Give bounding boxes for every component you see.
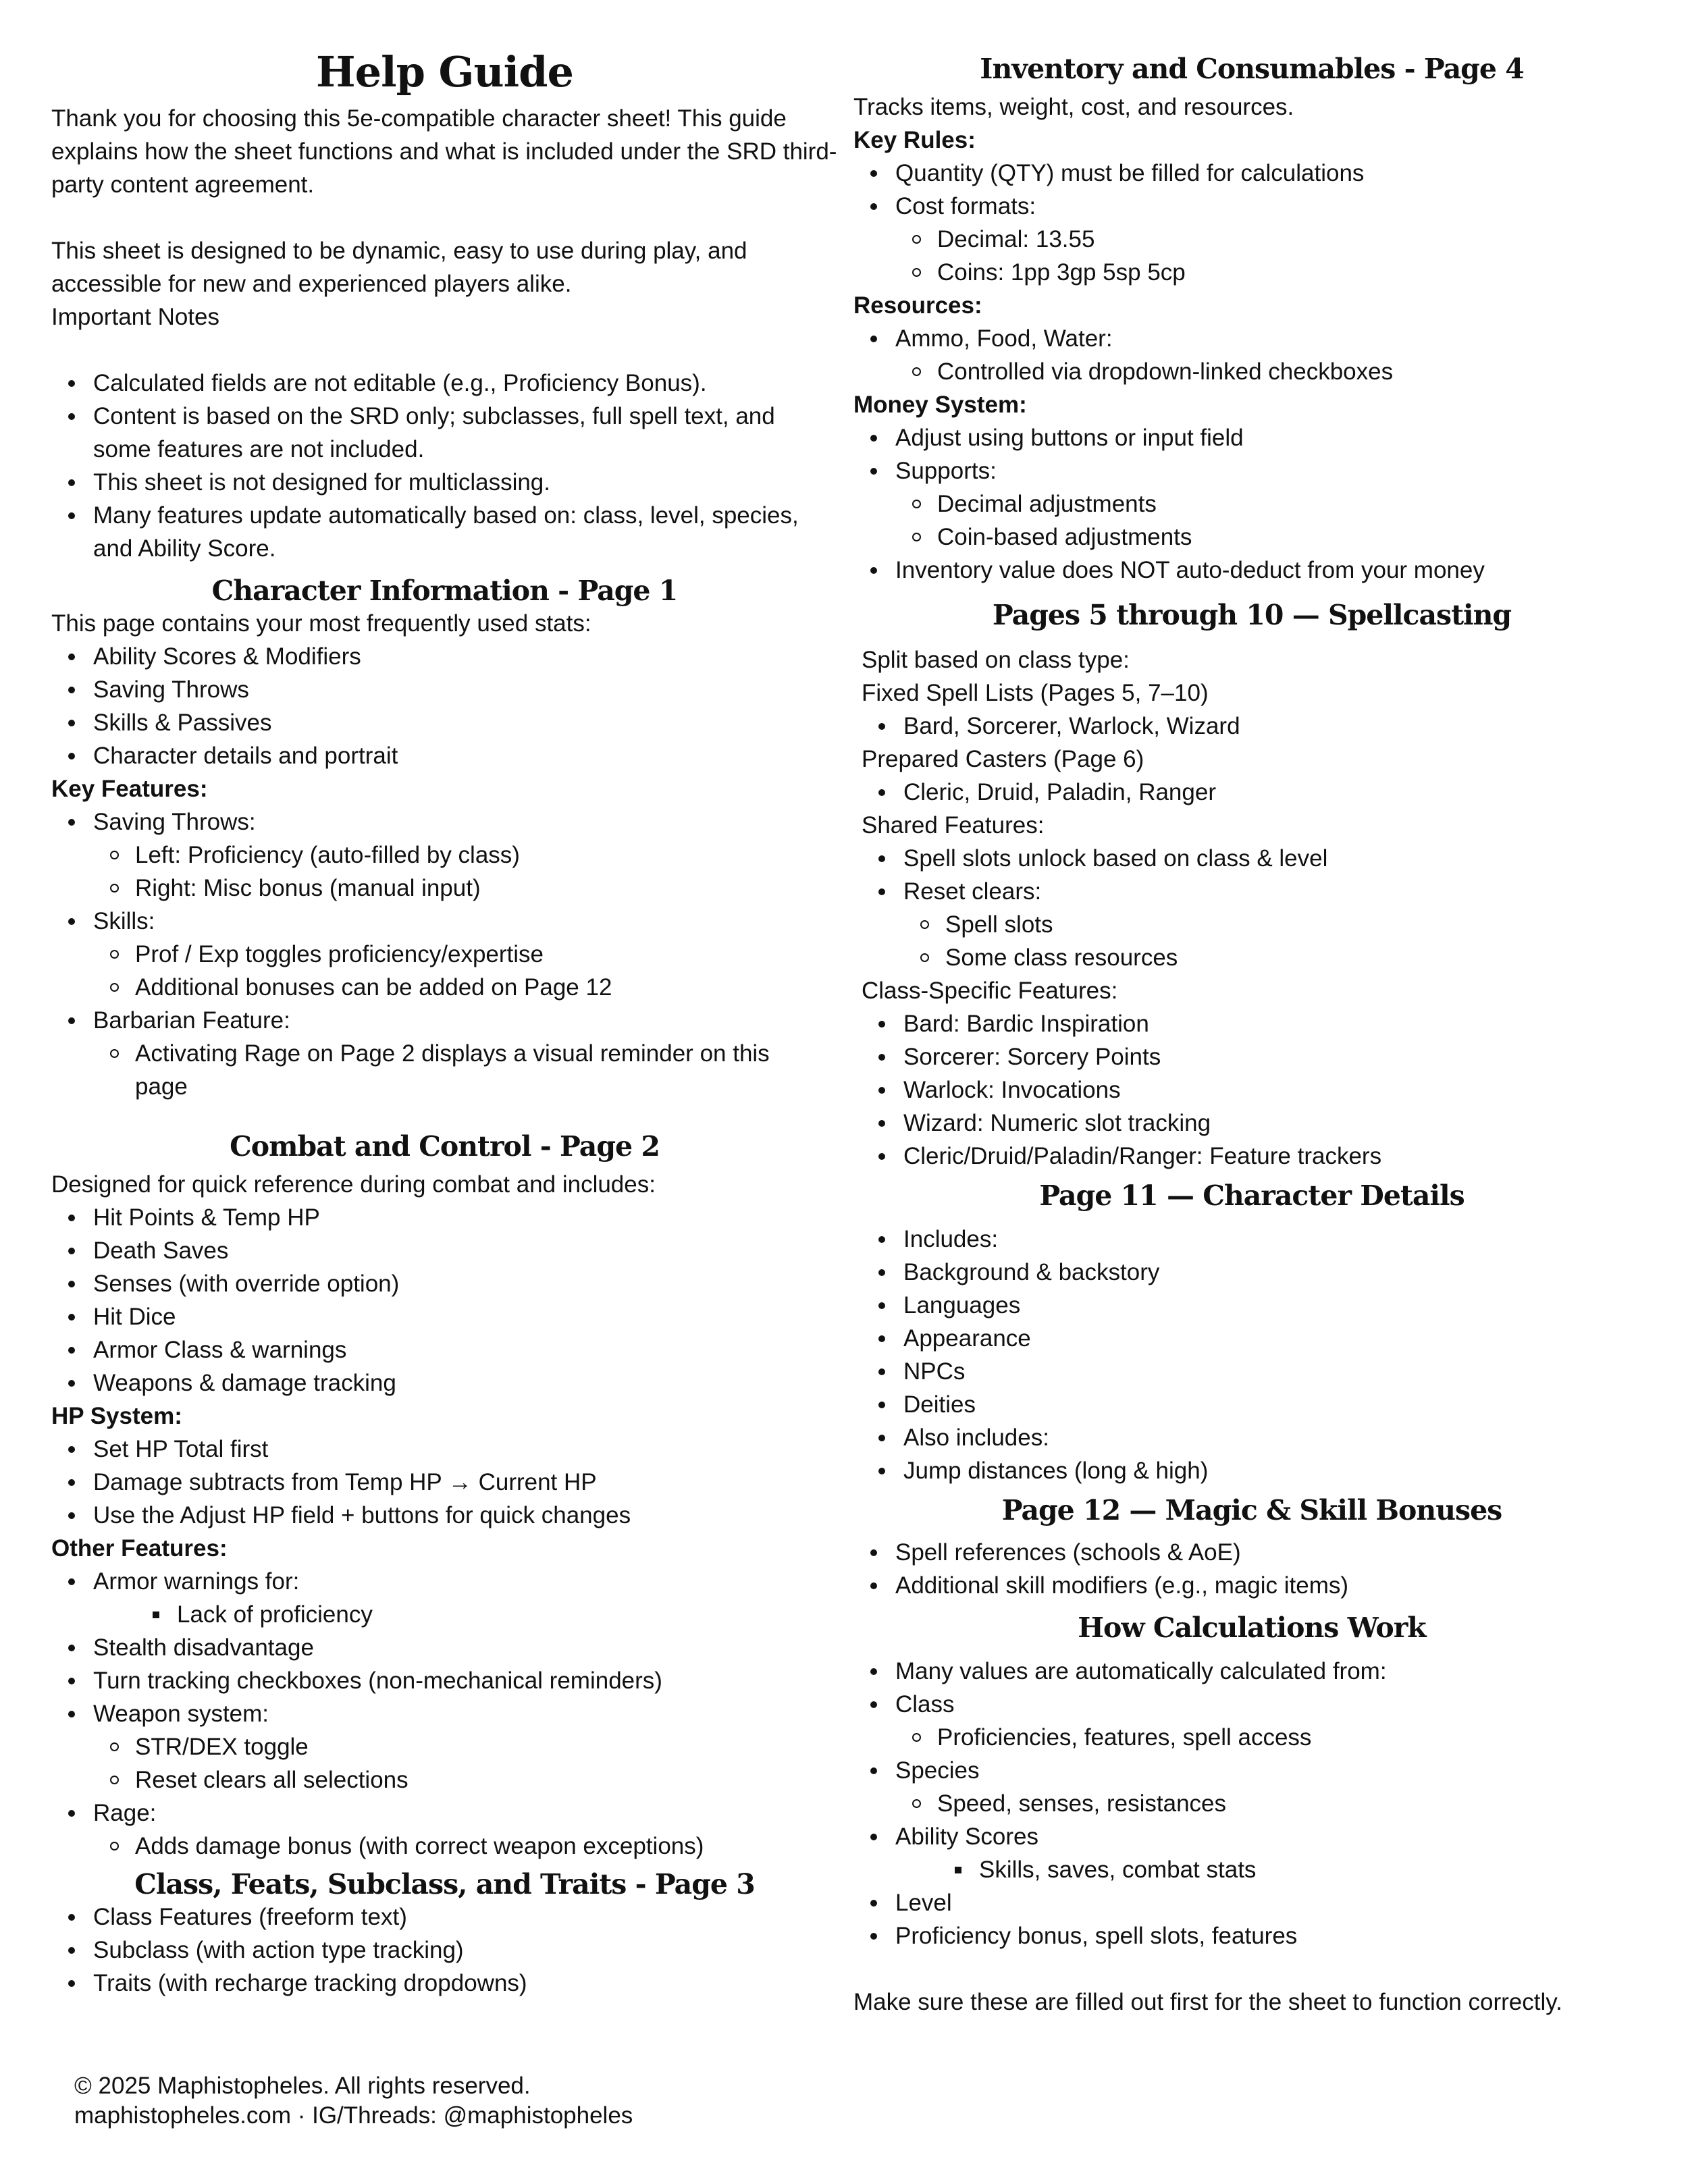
money-system-label: Money System:: [853, 392, 1027, 418]
section-title-page-3: Class, Feats, Subclass, and Traits - Page 3: [134, 1868, 755, 1900]
fixed-spell-list: [862, 710, 1650, 743]
list-item: Weapons & damage tracking: [51, 1366, 838, 1400]
section-title-page-1: Character Information - Page 1: [211, 575, 678, 607]
list-item: Ability Scores: [853, 1820, 1650, 1853]
page-title: Help Guide: [316, 47, 573, 97]
list-item: Warlock: Invocations: [862, 1073, 1650, 1107]
list-item: Appearance: [862, 1322, 1650, 1355]
list-item: Rage:: [51, 1796, 838, 1830]
page2-list: [51, 1201, 838, 1400]
list-item: Coin-based adjustments: [853, 521, 1650, 554]
list-item: Background & backstory: [862, 1256, 1650, 1289]
list-item: Proficiency bonus, spell slots, features: [853, 1919, 1650, 1952]
list-item: Left: Proficiency (auto-filled by class): [51, 838, 838, 872]
list-item: Additional skill modifiers (e.g., magic items): [853, 1569, 1650, 1602]
intro-paragraph: Thank you for choosing this 5e-compatible character sheet! This guide explains how the sheet functions and what is included under the SRD third-party content agreement.: [51, 105, 837, 198]
list-item: Some class resources: [862, 941, 1650, 974]
list-item: Activating Rage on Page 2 displays a visual reminder on this page: [51, 1037, 838, 1103]
shared-features-list: [862, 842, 1650, 974]
list-item: Supports:: [853, 454, 1650, 487]
list-item: Cleric/Druid/Paladin/Ranger: Feature trackers: [862, 1140, 1650, 1173]
section-intro: Tracks items, weight, cost, and resources.: [853, 94, 1294, 120]
list-item: Traits (with recharge tracking dropdowns): [51, 1967, 838, 2000]
important-notes-list: [51, 367, 838, 565]
other-features-list: [51, 1565, 838, 1863]
page3-list: [51, 1900, 838, 2000]
spell-split: Split based on class type:: [862, 647, 1130, 673]
list-item: Deities: [862, 1388, 1650, 1421]
list-item: Level: [853, 1886, 1650, 1919]
list-item: Skills:: [51, 905, 838, 938]
calculations-list: [853, 1655, 1650, 1952]
list-item: Controlled via dropdown-linked checkboxes: [853, 355, 1650, 388]
list-item: Character details and portrait: [51, 739, 838, 772]
list-item: Skills, saves, combat stats: [853, 1853, 1650, 1886]
list-item: Saving Throws: [51, 673, 838, 706]
list-item: Death Saves: [51, 1234, 838, 1267]
list-item: Proficiencies, features, spell access: [853, 1721, 1650, 1754]
list-item: Includes:: [862, 1223, 1650, 1256]
list-item: Also includes:: [862, 1421, 1650, 1454]
list-item: Quantity (QTY) must be filled for calculations: [853, 157, 1650, 190]
class-specific-list: [862, 1007, 1650, 1173]
footer: [74, 2071, 633, 2131]
key-rules-list: [853, 157, 1650, 289]
list-item: Prof / Exp toggles proficiency/expertise: [51, 938, 838, 971]
list-item: Skills & Passives: [51, 706, 838, 739]
intro-paragraph-2: This sheet is designed to be dynamic, easy to use during play, and accessible for new and experienced players alike.: [51, 238, 747, 297]
other-features-label: Other Features:: [51, 1535, 228, 1562]
page1-list: [51, 640, 838, 772]
list-item: Many features update automatically based on: class, level, species, and Ability Score.: [51, 499, 838, 565]
hp-system-list: [51, 1433, 838, 1532]
list-item: Additional bonuses can be added on Page 12: [51, 971, 838, 1004]
hp-system-label: HP System:: [51, 1403, 182, 1429]
key-features-list: [51, 805, 838, 1103]
money-system-list: [853, 421, 1650, 587]
section-intro: Designed for quick reference during combat and includes:: [51, 1171, 656, 1198]
list-item: Armor warnings for:: [51, 1565, 838, 1598]
key-rules-label: Key Rules:: [853, 127, 976, 153]
list-item: Damage subtracts from Temp HP → Current HP: [51, 1466, 838, 1499]
shared-features-label: Shared Features:: [862, 812, 1045, 838]
list-item: Languages: [862, 1289, 1650, 1322]
prepared-casters-list: [862, 776, 1650, 809]
important-notes-heading: Important Notes: [51, 304, 219, 330]
page12-list: [853, 1536, 1650, 1602]
list-item: Bard: Bardic Inspiration: [862, 1007, 1650, 1040]
list-item: Species: [853, 1754, 1650, 1787]
list-item: Subclass (with action type tracking): [51, 1934, 838, 1967]
list-item: Senses (with override option): [51, 1267, 838, 1300]
copyright-text: © 2025 Maphistopheles. All rights reserved.: [74, 2073, 531, 2099]
list-item: Bard, Sorcerer, Warlock, Wizard: [862, 710, 1650, 743]
list-item: NPCs: [862, 1355, 1650, 1388]
list-item: Saving Throws:: [51, 805, 838, 838]
list-item: Many values are automatically calculated from:: [853, 1655, 1650, 1688]
list-item: Ammo, Food, Water:: [853, 322, 1650, 355]
list-item: Use the Adjust HP field + buttons for quick changes: [51, 1499, 838, 1532]
resources-label: Resources:: [853, 292, 982, 319]
list-item: Spell references (schools & AoE): [853, 1536, 1650, 1569]
list-item: Spell slots: [862, 908, 1650, 941]
list-item: Coins: 1pp 3gp 5sp 5cp: [853, 256, 1650, 289]
section-title-page-12: Page 12 — Magic & Skill Bonuses: [1001, 1494, 1502, 1526]
list-item: This sheet is not designed for multiclassing.: [51, 466, 838, 499]
list-item: Reset clears:: [862, 875, 1650, 908]
list-item: Adjust using buttons or input field: [853, 421, 1650, 454]
list-item: STR/DEX toggle: [51, 1730, 838, 1763]
list-item: Turn tracking checkboxes (non-mechanical reminders): [51, 1664, 838, 1697]
list-item: Armor Class & warnings: [51, 1333, 838, 1366]
section-title-page-4: Inventory and Consumables - Page 4: [980, 53, 1524, 85]
list-item: Class Features (freeform text): [51, 1900, 838, 1934]
list-item: Weapon system:: [51, 1697, 838, 1730]
list-item: Set HP Total first: [51, 1433, 838, 1466]
list-item: Reset clears all selections: [51, 1763, 838, 1796]
footer-links: maphistopheles.com · IG/Threads: @maphistopheles: [74, 2102, 633, 2129]
left-column: [51, 41, 838, 2000]
list-item: Hit Dice: [51, 1300, 838, 1333]
list-item: Ability Scores & Modifiers: [51, 640, 838, 673]
list-item: Stealth disadvantage: [51, 1631, 838, 1664]
right-column: [853, 41, 1650, 2019]
list-item: Cost formats:: [853, 190, 1650, 223]
calculations-note: Make sure these are filled out first for the sheet to function correctly.: [853, 1989, 1562, 2015]
class-specific-label: Class-Specific Features:: [862, 978, 1118, 1004]
list-item: Hit Points & Temp HP: [51, 1201, 838, 1234]
list-item: Content is based on the SRD only; subclasses, full spell text, and some features are not included.: [51, 400, 838, 466]
section-title-spellcasting: Pages 5 through 10 — Spellcasting: [992, 599, 1512, 631]
list-item: Lack of proficiency: [51, 1598, 838, 1631]
list-item: Barbarian Feature:: [51, 1004, 838, 1037]
key-features-label: Key Features:: [51, 776, 208, 802]
list-item: Spell slots unlock based on class & level: [862, 842, 1650, 875]
prepared-casters-label: Prepared Casters (Page 6): [862, 746, 1144, 772]
list-item: Decimal: 13.55: [853, 223, 1650, 256]
list-item: Sorcerer: Sorcery Points: [862, 1040, 1650, 1073]
resources-list: [853, 322, 1650, 388]
section-title-calculations: How Calculations Work: [1078, 1612, 1426, 1644]
list-item: Adds damage bonus (with correct weapon exceptions): [51, 1830, 838, 1863]
list-item: Speed, senses, resistances: [853, 1787, 1650, 1820]
list-item: Class: [853, 1688, 1650, 1721]
section-title-page-2: Combat and Control - Page 2: [230, 1130, 660, 1163]
section-title-page-11: Page 11 — Character Details: [1039, 1179, 1465, 1212]
list-item: Cleric, Druid, Paladin, Ranger: [862, 776, 1650, 809]
section-intro: This page contains your most frequently used stats:: [51, 610, 591, 637]
list-item: Calculated fields are not editable (e.g., Proficiency Bonus).: [51, 367, 838, 400]
list-item: Wizard: Numeric slot tracking: [862, 1107, 1650, 1140]
list-item: Decimal adjustments: [853, 487, 1650, 521]
list-item: Jump distances (long & high): [862, 1454, 1650, 1487]
list-item: Inventory value does NOT auto-deduct from your money: [853, 554, 1650, 587]
list-item: Right: Misc bonus (manual input): [51, 872, 838, 905]
fixed-spell-lists-label: Fixed Spell Lists (Pages 5, 7–10): [862, 680, 1209, 706]
page11-list: [853, 1223, 1650, 1487]
